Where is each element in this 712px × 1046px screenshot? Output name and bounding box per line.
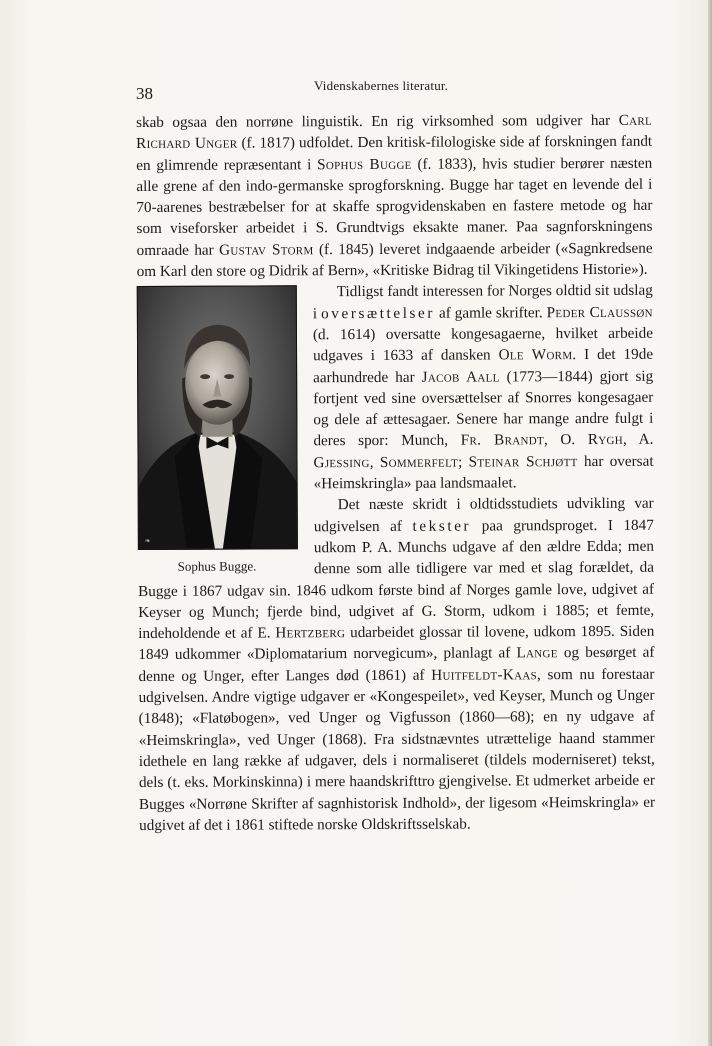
- paragraph-1: [136, 110, 653, 283]
- name-small-caps: Carl Richard Unger: [136, 111, 653, 153]
- figure: [137, 286, 306, 573]
- name-small-caps: Steinar Schjøtt: [468, 452, 578, 471]
- portrait-illustration: [138, 287, 297, 550]
- name-small-caps: Ole Worm: [498, 346, 573, 364]
- text-run: ;: [458, 453, 469, 471]
- text-run: har oversat «Heimskringla» paa landsmaalet.: [313, 452, 654, 493]
- name-small-caps: Peder Claussøn: [546, 303, 653, 321]
- portrait-photograph: [137, 286, 298, 551]
- running-title: Videnskabernes literatur.: [314, 78, 449, 93]
- text-run: (f. 1845) leveret indgaaende arbeider («Sagnkredsene om Karl den store og Didrik af Bern», «Kritiske Bidrag til Vikingetidens Historie»).: [136, 239, 653, 281]
- text-run: , O.: [543, 431, 588, 449]
- photographer-mark: ❧: [144, 537, 151, 546]
- name-small-caps: Gjessing: [313, 453, 370, 471]
- spaced-emphasis: tekster: [412, 517, 472, 535]
- text-run: paa grundsproget. I 1847 udkom P. A. Munchs udgave af den ældre Edda; men denne som alle tidligere var med et slag forældet, da Bugge i 1867 udgav sin. 1846 udkom første bind af Norges gamle love, udgivet af Keyser og Munch; fjerde bind, udgivet af G. Storm, udkom i 1885; et femte, indeholdende et af E.: [138, 516, 655, 643]
- text-run: af gamle skrifter.: [434, 303, 547, 322]
- text-run: (d. 1614) oversatte kongesagaerne, hvilket arbeide udgaves i 1633 af dansken: [312, 324, 654, 365]
- text-run: . I det 19de aarhundrede har: [313, 346, 654, 386]
- text-run: (f. 1833), hvis studier berører næsten alle grene af den indo-germanske sprogforskning. Bugge har taget en levende del i 70-aarenes bestræbelser for at skaffe sprogvidenskaben en fastere metode og har som viseforsker arbeidet i S. Grundtvigs eksakte maner. Paa sagnforskningens omraade har: [136, 154, 653, 259]
- spaced-emphasis: oversættelser: [321, 304, 436, 322]
- name-small-caps: Fr. Brandt: [460, 431, 544, 450]
- figure-caption: Sophus Bugge.: [177, 558, 257, 575]
- text-run: udarbeidet glossar til lovene, udkom 1895. Siden 1849 udkommer «Diplomatarium norvegicum», planlagt af: [138, 622, 655, 664]
- name-small-caps: Jacob Aall: [421, 367, 500, 386]
- text-run: , som nu forestaar udgivelsen. Andre vigtige udgaver er «Kongespeilet», ved Keyser, Munch og Unger (1848); «Flatøbogen», ved Unger og Vigfusson (1860—68); en ny udgave af «Heimskringla», ved Unger (1868). Fra sidstnævntes utrættelige haand stammer idethele en lang række af udgaver, dels i normaliseret (tildels moderniseret) tekst, dels (t. eks. Morkinskinna) i mere haandskrifttro gjengivelse. Et udmerket arbeide er Bugges «Norrøne Skrifter af sagnhistorisk Indhold», der ligesom «Heimskringla» er udgivet af det i 1861 stiftede norske Oldskriftsselskab.: [138, 665, 656, 834]
- body-text: [136, 110, 655, 836]
- text-run: Det næste skridt i oldtidsstudiets udvikling var udgivelsen af: [313, 495, 654, 535]
- text-run: skab ogsaa den norrøne linguistik. En rig virksomhed som udgiver har: [136, 111, 619, 131]
- page-number: 38: [136, 84, 153, 103]
- page-header: [136, 78, 656, 104]
- name-small-caps: Rygh: [587, 431, 624, 449]
- text-run: (1773—1844) gjort sig fortjent ved sine oversættelser af Snorres kongesagaer og dele af ættesagaer. Senere har mange andre fulgt i deres spor: Munch,: [313, 367, 654, 450]
- text-run: ,: [369, 453, 380, 471]
- page-edge: [708, 0, 712, 1046]
- text-run: Tidligst fandt interessen for Norges oldtid sit udslag i: [312, 282, 653, 322]
- name-small-caps: Lange: [516, 644, 558, 662]
- name-small-caps: Sommerfelt: [379, 453, 459, 471]
- text-run: (f. 1817) udfoldet. Den kritisk-filologiske side af forskningen fandt en glimrende repræsentant i: [136, 133, 653, 174]
- name-small-caps: Huitfeldt-Kaas: [431, 665, 538, 684]
- text-run: og besørget af denne og Unger, efter Langes død (1861) af: [138, 644, 655, 685]
- name-small-caps: Sophus Bugge: [317, 155, 412, 173]
- text-run: , A.: [622, 431, 654, 449]
- name-small-caps: Gustav Storm: [219, 241, 314, 259]
- name-small-caps: Hertzberg: [275, 624, 346, 642]
